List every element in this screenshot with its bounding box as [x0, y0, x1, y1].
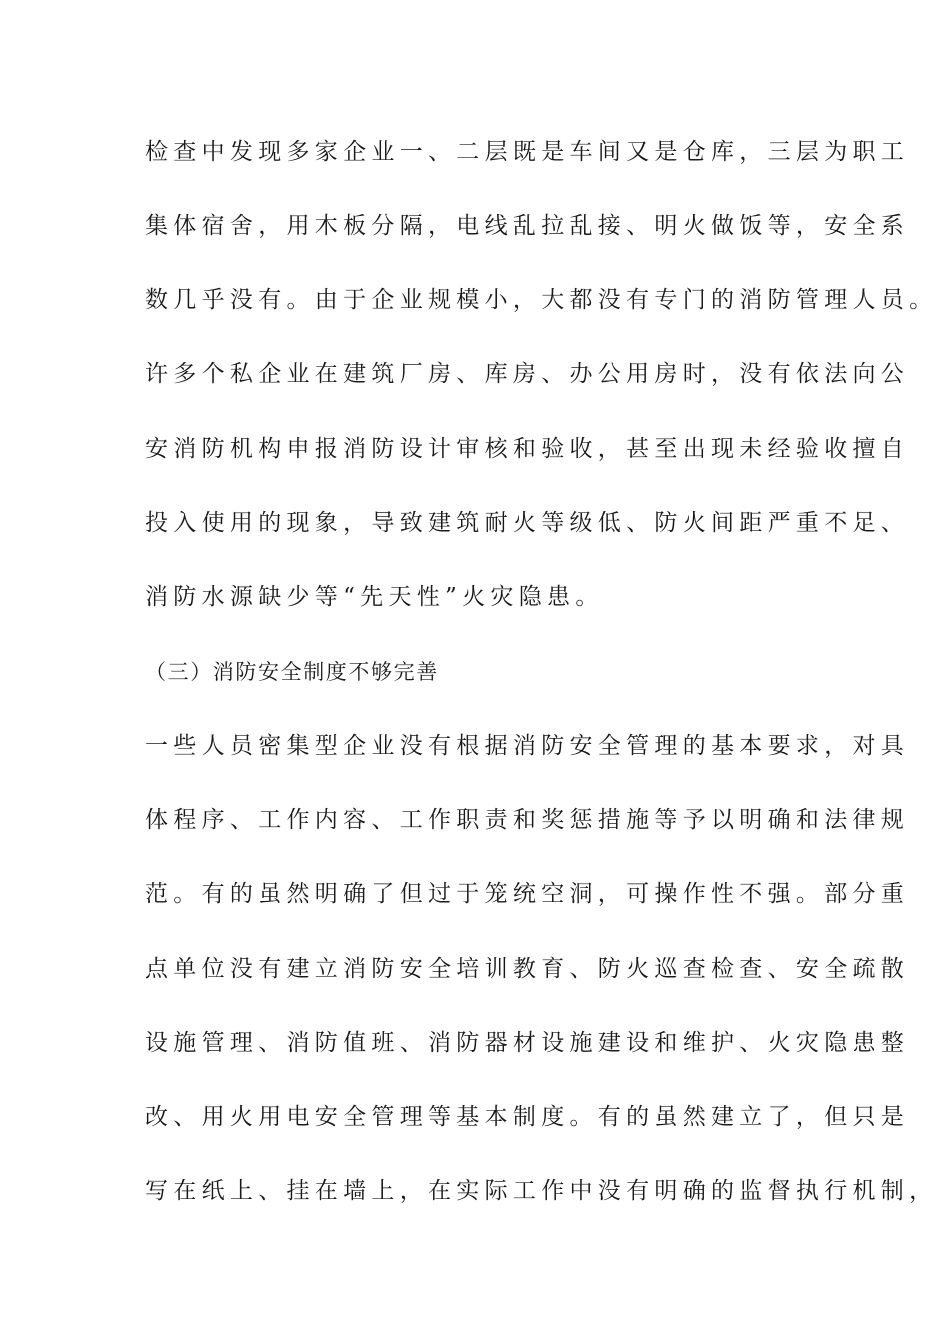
paragraph-line: 集体宿舍，用木板分隔，电线乱拉乱接、明火做饭等，安全系	[145, 213, 910, 239]
paragraph-line: 数几乎没有。由于企业规模小，大都没有专门的消防管理人员。	[145, 287, 938, 313]
paragraph-line: 点单位没有建立消防安全培训教育、防火巡查检查、安全疏散	[145, 956, 910, 982]
paragraph-line: 一些人员密集型企业没有根据消防安全管理的基本要求，对具	[145, 733, 910, 759]
paragraph-line: 写在纸上、挂在墙上，在实际工作中没有明确的监督执行机制，	[145, 1178, 938, 1204]
paragraph-line: 设施管理、消防值班、消防器材设施建设和维护、火灾隐患整	[145, 1030, 910, 1056]
paragraph-line: 范。有的虽然明确了但过于笼统空洞，可操作性不强。部分重	[145, 881, 910, 907]
paragraph-line: 投入使用的现象，导致建筑耐火等级低、防火间距严重不足、	[145, 510, 910, 536]
paragraph-line: 改、用火用电安全管理等基本制度。有的虽然建立了，但只是	[145, 1104, 910, 1130]
paragraph-line: 消防水源缺少等“先天性”火灾隐患。	[145, 584, 604, 610]
paragraph-line: 体程序、工作内容、工作职责和奖惩措施等予以明确和法律规	[145, 807, 910, 833]
paragraph-line: 安消防机构申报消防设计审核和验收，甚至出现未经验收擅自	[145, 436, 910, 462]
paragraph-line: 许多个私企业在建筑厂房、库房、办公用房时，没有依法向公	[145, 361, 910, 387]
section-heading: （三）消防安全制度不够完善	[145, 660, 439, 684]
paragraph-line: 检查中发现多家企业一、二层既是车间又是仓库，三层为职工	[145, 139, 910, 165]
